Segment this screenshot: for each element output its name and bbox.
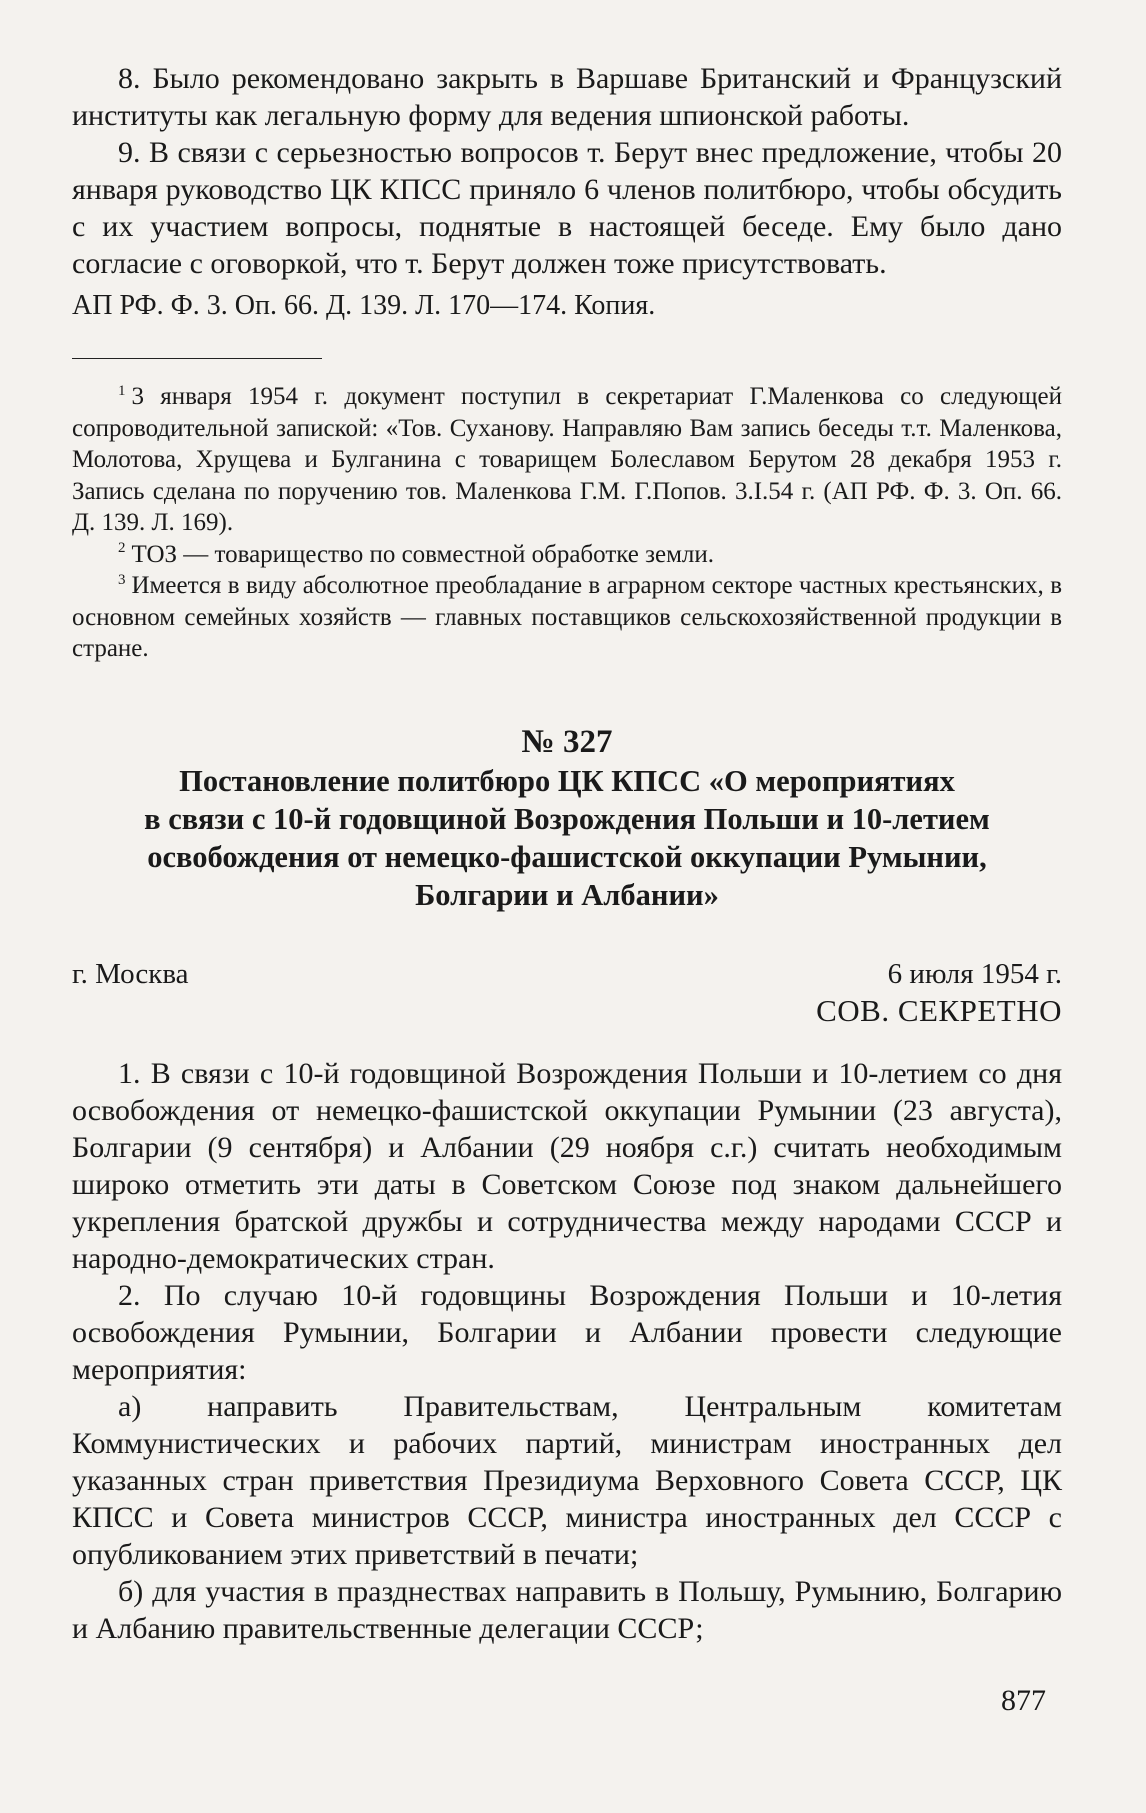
footnote-2 [72, 539, 1062, 571]
footnotes [72, 381, 1062, 665]
footnote-text: 3 января 1954 г. документ поступил в секретариат Г.Маленкова со следующей сопроводительной запиской: «Тов. Суханову. Направляю Вам запись беседы т.т. Маленкова, Молотова, Хрущева и Булганина с товарищем Болеславом Берутом 28 декабря 1953 г. Запись сделана по поручению тов. Маленкова Г.М. Г.Попов. 3.I.54 г. (АП РФ. Ф. 3. Оп. 66. Д. 139. Л. 169). [72, 383, 1062, 536]
paragraph-1: 1. В связи с 10-й годовщиной Возрождения Польши и 10-летием со дня освобождения от немецко-фашистской оккупации Румынии (23 августа), Болгарии (9 сентября) и Албании (29 ноября с.г.) считать необходимым широко отметить эти даты в Советском Союзе под знаком дальнейшего укрепления братской дружбы и сотрудничества между народами СССР и народно-демократических стран. [72, 1056, 1062, 1275]
title-line: освобождения от немецко-фашистской оккупации Румынии, [147, 839, 987, 874]
footnote-3 [72, 570, 1062, 665]
item-9: 9. В связи с серьезностью вопросов т. Берут внес предложение, чтобы 20 января руководство ЦК КПСС приняло 6 членов политбюро, чтобы обсудить с их участием вопросы, поднятые в настоящей беседе. Ему было дано согласие с оговоркой, что т. Берут должен тоже присутствовать. [72, 136, 1062, 280]
footnote-marker: 1 [118, 382, 126, 399]
classification-stamp: СОВ. СЕКРЕТНО [816, 992, 1062, 1028]
item-8: 8. Было рекомендовано закрыть в Варшаве Британский и Французский институты как легальную форму для ведения шпионской работы. [72, 62, 1062, 132]
document-title [72, 763, 1062, 913]
document-page [72, 60, 1062, 1647]
footnote-marker: 2 [118, 540, 126, 557]
document-place: г. Москва [72, 957, 189, 990]
footnote-marker: 3 [118, 571, 126, 588]
paragraph-2: 2. По случаю 10-й годовщины Возрождения Польши и 10-летия освобождения Румынии, Болгарии и Албании провести следующие мероприятия: [72, 1278, 1062, 1386]
page-number: 877 [1001, 1684, 1046, 1717]
footnote-divider [72, 358, 322, 359]
archive-reference: АП РФ. Ф. 3. Оп. 66. Д. 139. Л. 170—174. Копия. [72, 290, 656, 321]
title-line: Постановление политбюро ЦК КПСС «О мероприятиях [179, 763, 955, 798]
resolution-body [72, 1055, 1062, 1647]
footnote-text: Имеется в виду абсолютное преобладание в аграрном секторе частных крестьянских, в основном семейных хозяйств — главных поставщиков сельскохозяйственной продукции в стране. [72, 572, 1062, 662]
title-line: Болгарии и Албании» [415, 877, 719, 912]
document-number: № 327 [521, 723, 613, 760]
document-date: 6 июля 1954 г. [887, 957, 1062, 990]
title-line: в связи с 10-й годовщиной Возрождения Польши и 10-летием [144, 801, 990, 836]
place-date-row [72, 955, 1062, 993]
footnote-1 [72, 381, 1062, 539]
footnote-text: ТОЗ — товарищество по совместной обработке земли. [131, 540, 715, 568]
paragraph-2b: б) для участия в празднествах направить в Польшу, Румынию, Болгарию и Албанию правительственные делегации СССР; [72, 1574, 1062, 1645]
paragraph-2a: а) направить Правительствам, Центральным комитетам Коммунистических и рабочих партий, министрам иностранных дел указанных стран приветствия Президиума Верховного Совета СССР, ЦК КПСС и Совета министров СССР, министра иностранных дел СССР с опубликованием этих приветствий в печати; [72, 1389, 1062, 1571]
